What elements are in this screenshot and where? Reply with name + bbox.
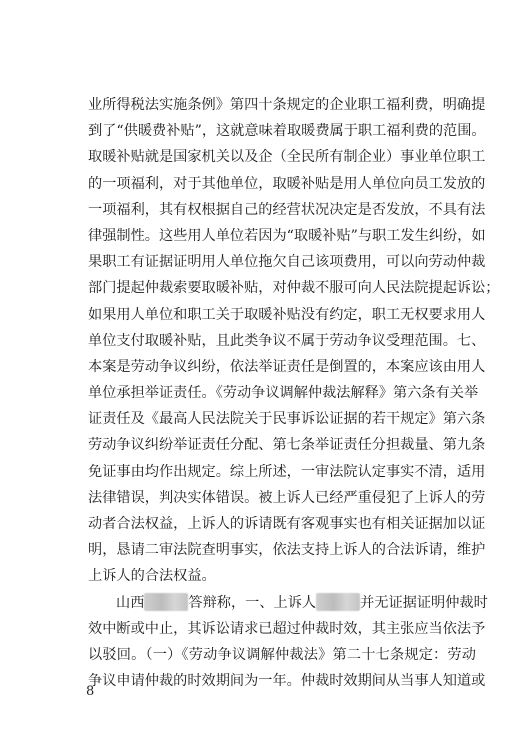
text-line-15: 免证事由均作出规定。综上所述，一审法院认定事实不清，适用 [88, 463, 486, 480]
text-line-6: 律强制性。这些用人单位若因为“取暖补贴”与职工发生纠纷，如 [88, 227, 486, 244]
text-line-23: 争议申请仲裁的时效期间为一年。仲裁时效期间从当事人知道或 [88, 673, 486, 690]
text-line-2: 到了“供暖费补贴”，这就意味着取暖费属于职工福利费的范围。 [88, 123, 486, 140]
text-line-16: 法律错误，判决实体错误。被上诉人已经严重侵犯了上诉人的劳 [88, 489, 486, 506]
text-line-3: 取暖补贴就是国家机关以及企（全民所有制企业）事业单位职工 [88, 149, 486, 166]
document-body [88, 92, 500, 694]
text-line-1: 业所得税法实施条例》第四十条规定的企业职工福利费，明确提 [88, 97, 486, 113]
text-line-14: 劳动争议纠纷举证责任分配、第七条举证责任分担裁量、第九条 [88, 437, 486, 454]
text-line-22: 以驳回。（一）《劳动争议调解仲裁法》第二十七条规定：劳动 [88, 646, 476, 663]
text-line-5: 一项福利，其有权根据自己的经营状况决定是否发放，不具有法 [88, 201, 486, 218]
text-line-10: 单位支付取暖补贴，且此类争议不属于劳动争议受理范围。七、 [88, 332, 486, 349]
text-line-9: 如果用人单位和职工关于取暖补贴没有约定，职工无权要求用人 [88, 306, 486, 323]
text-line-7: 果职工有证据证明用人单位拖欠自己该项费用，可以向劳动仲裁 [88, 254, 486, 271]
text-line-13: 证责任及《最高人民法院关于民事诉讼证据的若干规定》第六条 [88, 411, 486, 428]
text-line-19: 上诉人的合法权益。 [88, 568, 216, 585]
redaction-mark [316, 593, 360, 611]
page-number: 8 [86, 684, 95, 699]
text-segment: 答辩称，一、上诉人 [188, 594, 317, 611]
text-line-11: 本案是劳动争议纠纷，依法举证责任是倒置的，本案应该由用人 [88, 358, 486, 375]
text-segment: 山西 [116, 594, 145, 611]
text-line-8: 部门提起仲裁索要取暖补贴，对仲裁不服可向人民法院提起诉讼； [88, 280, 500, 297]
text-line-12: 单位承担举证责任。《劳动争议调解仲裁法解释》第六条有关举 [88, 385, 479, 402]
text-line-18: 明，恳请二审法院查明事实，依法支持上诉人的合法诉请，维护 [88, 542, 486, 559]
text-segment: 并无证据证明仲裁时 [360, 594, 488, 611]
paragraph-2-first-line [88, 590, 488, 616]
text-line-21: 效中断或中止，其诉讼请求已超过仲裁时效，其主张应当依法予 [88, 620, 486, 637]
text-line-17: 动者合法权益，上诉人的诉请既有客观事实也有相关证据加以证 [88, 516, 486, 532]
text-line-4: 的一项福利，对于其他单位，取暖补贴是用人单位向员工发放的 [88, 175, 486, 192]
redaction-mark [144, 593, 188, 611]
